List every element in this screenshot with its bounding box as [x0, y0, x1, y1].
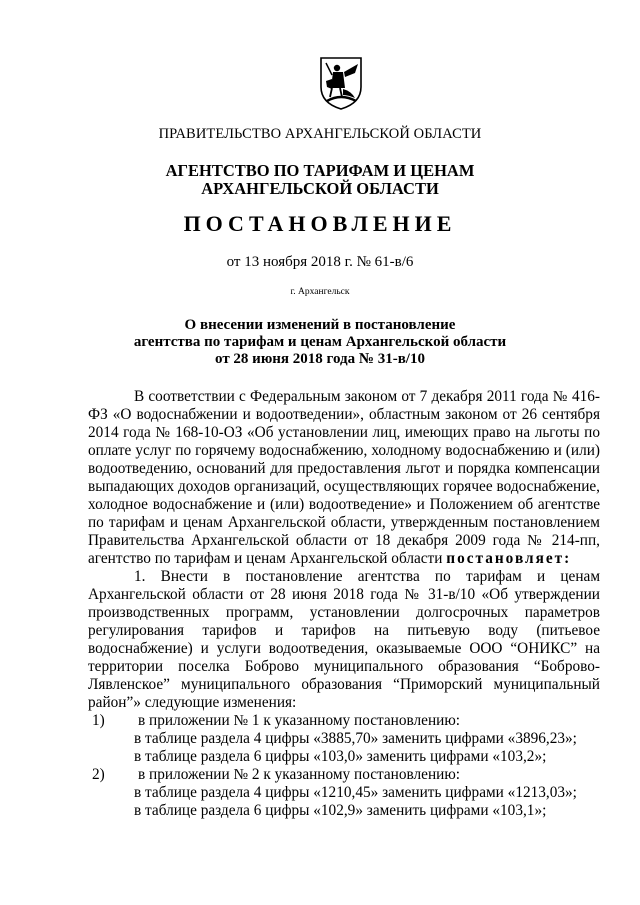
subitem-1-line1: в таблице раздела 4 цифры «3885,70» заменить цифрами «3896,23»;: [134, 730, 577, 747]
government-name: ПРАВИТЕЛЬСТВО АРХАНГЕЛЬСКОЙ ОБЛАСТИ: [158, 126, 482, 142]
document-city: г. Архангельск: [290, 287, 350, 297]
preamble-text: В соответствии с Федеральным законом от 7 декабря 2011 года № 416-ФЗ «О водоснабжении и водоотведении», областным законом от 26 сентября 2014 года № 168-10-ОЗ «Об установлении лиц, имеющих право на льготы по оплате услуг по горячему водоснабжению, холодному водоснабжению и (или) водоотведению, оснований для предоставления льгот и порядка компенсации выпадающих доходов организаций, осуществляющих горячее водоснабжение, холодное водоснабжение и (или) водоотведение» и Положением об агентстве по тарифам и ценам Архангельской области, утвержденным постановлением Правительства Архангельской области от 18 декабря 2009 года № 214-пп, агентство по тарифам и ценам Архангельской области: [88, 388, 600, 567]
subitem-2: [88, 766, 600, 784]
subitem-1-number: 1): [92, 712, 105, 729]
resolves-text: постановляет:: [446, 550, 572, 567]
subitem-2-number: 2): [92, 766, 105, 783]
item-1-paragraph: 1. Внести в постановление агентства по тарифам и ценам Архангельской области от 28 июня 2018 года № 31-в/10 «Об утверждении производственных программ, установлении долгосрочных параметров регулирования тарифов и тарифов на питьевую воду (питьевое водоснабжение) и услуги водоотведения, оказываемые ООО “ОНИКС” на территории поселка Боброво муниципального образования “Боброво-Лявленское” муниципального образования “Приморский муниципальный район”» следующие изменения:: [88, 568, 600, 711]
subject-line2: агентства по тарифам и ценам Архангельской области: [133, 334, 507, 350]
preamble-paragraph: [88, 388, 600, 568]
subitem-1-text: в приложении № 1 к указанному постановлению:: [138, 712, 461, 729]
document-subject: [0, 317, 640, 368]
subitem-2-line2: в таблице раздела 6 цифры «102,9» заменить цифрами «103,1»;: [134, 802, 547, 819]
subitem-2-line1: в таблице раздела 4 цифры «1210,45» заменить цифрами «1213,03»;: [134, 784, 577, 801]
subitem-1-line2: в таблице раздела 6 цифры «103,0» заменить цифрами «103,2»;: [134, 748, 547, 765]
subitem-2-text: в приложении № 2 к указанному постановлению:: [138, 766, 461, 783]
document-date-number: от 13 ноября 2018 г. № 61-в/6: [226, 254, 414, 270]
agency-name-line2: АРХАНГЕЛЬСКОЙ ОБЛАСТИ: [201, 179, 439, 198]
document-type: ПОСТАНОВЛЕНИЕ: [183, 211, 457, 236]
agency-name-line1: АГЕНТСТВО ПО ТАРИФАМ И ЦЕНАМ: [165, 161, 475, 180]
document-body: [88, 388, 600, 820]
subject-line3: от 28 июня 2018 года № 31-в/10: [215, 351, 425, 367]
subject-line1: О внесении изменений в постановление: [184, 317, 456, 333]
agency-name: [0, 162, 640, 198]
coat-of-arms-icon: [318, 55, 364, 111]
subitem-1: [88, 712, 600, 730]
